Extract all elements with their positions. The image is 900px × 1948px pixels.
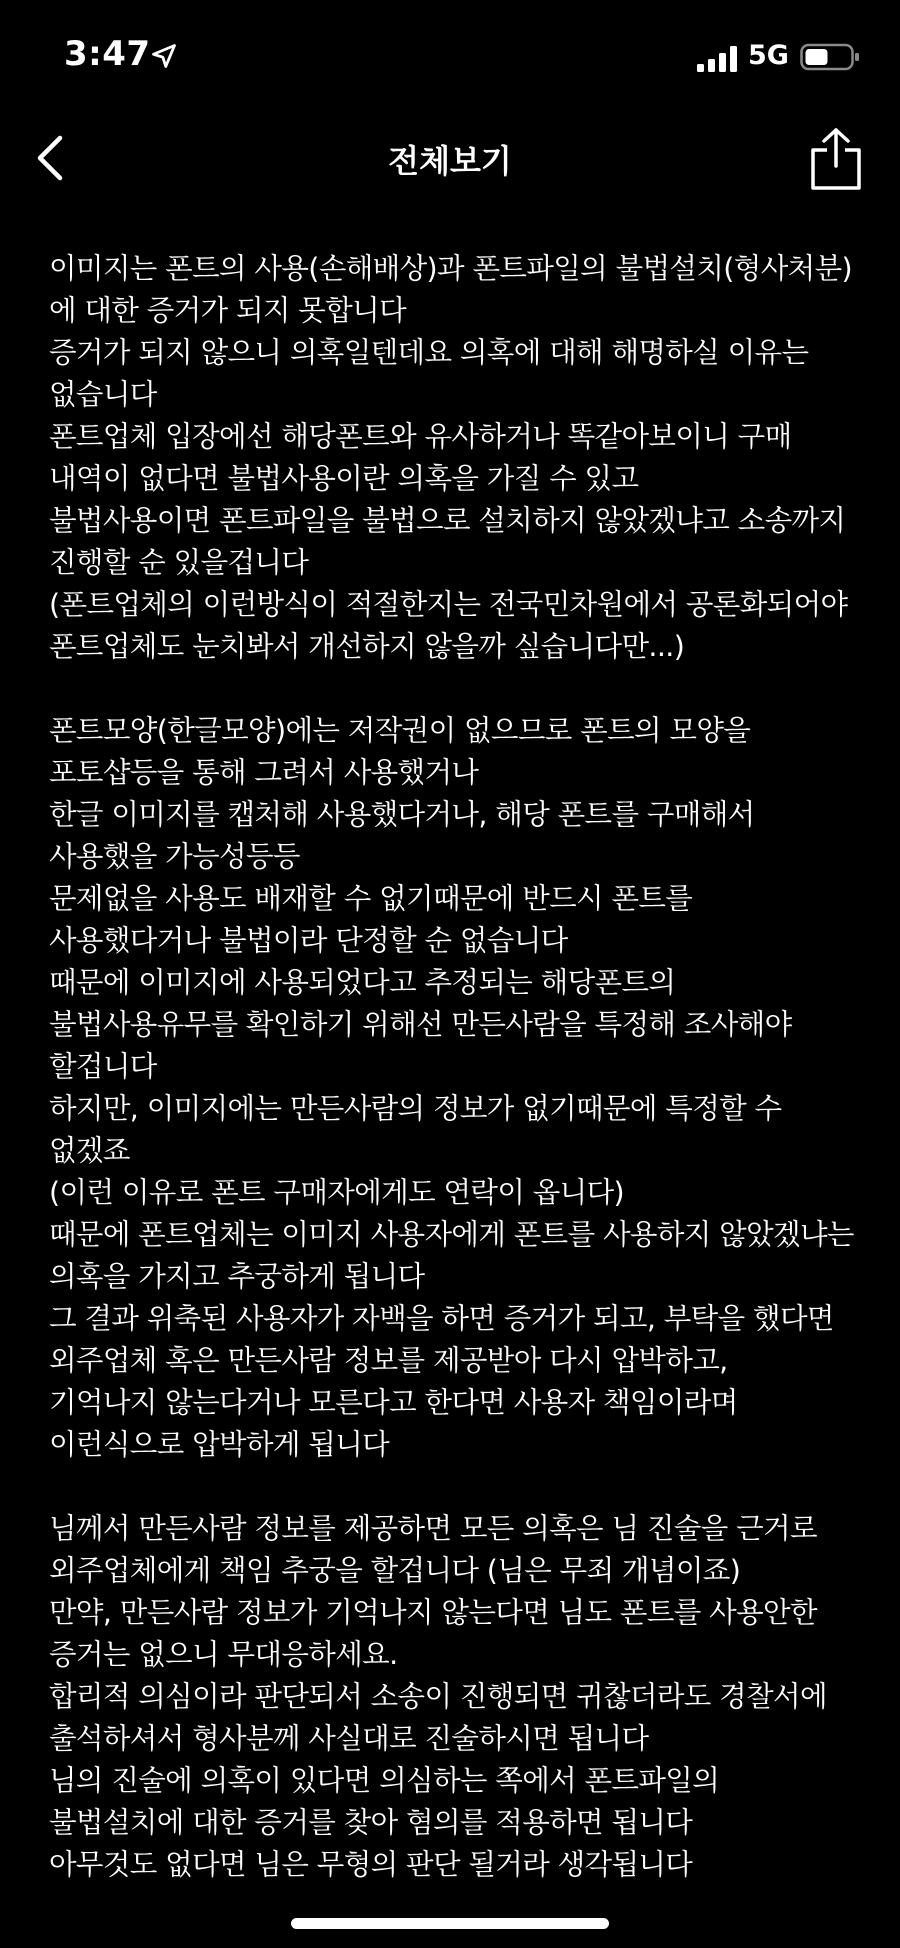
text-line: 불법사용이면 폰트파일을 불법으로 설치하지 않았겠냐고 소송까지 진행할 순 있을겁니다 xyxy=(49,504,854,579)
text-line: (폰트업체의 이런방식이 적절한지는 전국민차원에서 공론화되어야 폰트업체도 눈치봐서 개선하지 않을까 싶습니다만...) xyxy=(49,588,856,663)
home-indicator[interactable] xyxy=(291,1918,609,1929)
network-type: 5G xyxy=(748,40,789,71)
text-line: 그 결과 위축된 사용자가 자백을 하면 증거가 되고, 부탁을 했다면 외주업체 혹은 만든사람 정보를 제공받아 다시 압박하고, xyxy=(49,1302,843,1377)
text-line: 님께서 만든사람 정보를 제공하면 모든 의혹은 님 진술을 근거로 외주업체에게 책임 추궁을 할겁니다 (님은 무죄 개념이죠) xyxy=(49,1512,826,1587)
text-line: 하지만, 이미지에는 만든사람의 정보가 없기때문에 특정할 수 없겠죠 xyxy=(49,1092,790,1167)
status-time: 3:47 xyxy=(64,34,151,74)
text-line: 폰트모양(한글모양)에는 저작권이 없으므로 폰트의 모양을 포토샵등을 통해 그려서 사용했거나 xyxy=(49,714,759,789)
text-line: 아무것도 없다면 님은 무형의 판단 될거라 생각됩니다 xyxy=(49,1848,693,1881)
text-line: 문제없을 사용도 배재할 수 없기때문에 반드시 폰트를 사용했다거나 불법이라 단정할 순 없습니다 xyxy=(49,882,701,957)
full-text-content xyxy=(49,248,861,1928)
share-icon xyxy=(808,126,864,192)
text-line: 폰트업체 입장에선 해당폰트와 유사하거나 똑같아보이니 구매 내역이 없다면 불법사용이란 의혹을 가질 수 있고 xyxy=(49,420,800,495)
text-line: 님의 진술에 의혹이 있다면 의심하는 쪽에서 폰트파일의 불법설치에 대한 증거를 찾아 혐의를 적용하면 됩니다 xyxy=(49,1764,728,1839)
text-line: 합리적 의심이라 판단되서 소송이 진행되면 귀찮더라도 경찰서에 출석하셔서 형사분께 사실대로 진술하시면 됩니다 xyxy=(49,1680,836,1755)
battery-icon xyxy=(800,42,860,72)
navigation-bar xyxy=(0,110,900,210)
share-button[interactable] xyxy=(808,126,864,192)
status-bar xyxy=(0,0,900,110)
cellular-signal-icon xyxy=(697,46,737,72)
text-line: 이미지는 폰트의 사용(손해배상)과 폰트파일의 불법설치(형사처분)에 대한 증거가 되지 못합니다 xyxy=(49,252,853,327)
text-line: 때문에 폰트업체는 이미지 사용자에게 폰트를 사용하지 않았겠냐는 의혹을 가지고 추궁하게 됩니다 xyxy=(49,1218,863,1293)
text-line: 한글 이미지를 캡처해 사용했다거나, 해당 폰트를 구매해서 사용했을 가능성등등 xyxy=(49,798,764,873)
paragraph-3 xyxy=(49,1508,861,1886)
text-line: 때문에 이미지에 사용되었다고 추정되는 해당폰트의 불법사용유무를 확인하기 위해선 만든사람을 특정해 조사해야 할겁니다 xyxy=(49,966,800,1083)
text-line: 증거가 되지 않으니 의혹일텐데요 의혹에 대해 해명하실 이유는 없습니다 xyxy=(49,336,817,411)
paragraph-2 xyxy=(49,710,861,1466)
text-line: 기억나지 않는다거나 모른다고 한다면 사용자 책임이라며 이런식으로 압박하게 됩니다 xyxy=(49,1386,747,1461)
location-arrow-icon xyxy=(150,42,178,70)
text-line: (이런 이유로 폰트 구매자에게도 연락이 옵니다) xyxy=(49,1176,625,1209)
text-line: 만약, 만든사람 정보가 기억나지 않는다면 님도 폰트를 사용안한 증거는 없으니 무대응하세요. xyxy=(49,1596,826,1671)
page-title: 전체보기 xyxy=(388,142,512,180)
paragraph-1 xyxy=(49,248,861,668)
